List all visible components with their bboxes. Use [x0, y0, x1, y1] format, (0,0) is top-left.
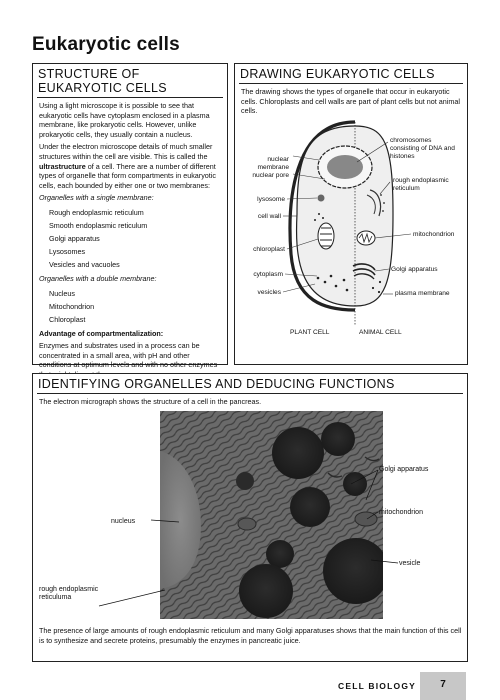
drawing-heading: DRAWING EUKARYOTIC CELLS	[240, 67, 435, 81]
list-item: Lysosomes	[49, 246, 86, 256]
list-item: Mitochondrion	[49, 301, 95, 311]
label-nuclear-pore: nuclear pore	[252, 172, 289, 179]
label-golgi: Golgi apparatus	[391, 266, 438, 273]
page-number: 7	[420, 672, 466, 700]
label-golgi-micrograph: Golgi apparatus	[379, 466, 429, 473]
structure-para-1: Using a light microscope it is possible to see that eukaryotic cells have cytoplasm enclosed in a plasma membrane, like prokaryotic cells. However, unlike prokaryotic cells, they usually contain a nucleus.	[39, 101, 210, 139]
single-membrane-list	[49, 206, 221, 271]
label-rough-er: rough endoplasmic reticulum	[393, 177, 449, 192]
ultrastructure-term: ultrastructure	[39, 161, 86, 171]
page-title: Eukaryotic cells	[32, 34, 180, 55]
label-animal-cell: ANIMAL CELL	[359, 329, 402, 336]
label-chloroplast: chloroplast	[253, 246, 285, 253]
double-membrane-list	[49, 287, 221, 326]
identifying-intro: The electron micrograph shows the structure of a cell in the pancreas.	[39, 397, 262, 406]
label-mitochondrion: mitochondrion	[413, 231, 455, 238]
identifying-conclusion: The presence of large amounts of rough endoplasmic reticulum and many Golgi apparatuses shows that the main function of this cell is to synthesize and secrete proteins, presumably the enzymes in pancreatic juice.	[39, 626, 462, 645]
list-item: Nucleus	[49, 288, 75, 298]
footer-section-name: CELL BIOLOGY	[338, 681, 416, 691]
advantage-heading: Advantage of compartmentalization:	[39, 328, 164, 338]
label-vesicles: vesicles	[257, 289, 281, 296]
list-item: Smooth endoplasmic reticulum	[49, 220, 148, 230]
label-chromosomes: chromosomes consisting of DNA and histones	[390, 137, 455, 160]
label-vesicle: vesicle	[399, 560, 421, 567]
micrograph-leaders	[33, 374, 467, 661]
structure-heading: STRUCTURE OF EUKARYOTIC CELLS	[38, 67, 167, 95]
double-membrane-heading: Organelles with a double membrane:	[39, 273, 157, 283]
label-plasma-membrane: plasma membrane	[395, 290, 450, 297]
label-lysosome: lysosome	[257, 196, 285, 203]
label-nucleus: nucleus	[111, 518, 136, 525]
single-membrane-heading: Organelles with a single membrane:	[39, 193, 154, 203]
identifying-heading: IDENTIFYING ORGANELLES AND DEDUCING FUNCTIONS	[38, 377, 395, 391]
structure-para-2: Under the electron microscope details of much smaller structures within the cell are visible. This is called the ultrastructure of a cell. There are a number of different types of organelle that form compartments in eukaryotic cells, each bounded by either one or two membranes:	[39, 142, 216, 190]
drawing-section	[234, 63, 468, 365]
chloroplast-shape	[318, 223, 334, 249]
mitochondrion-shape	[357, 231, 375, 245]
nucleolus-shape	[327, 155, 363, 179]
label-cytoplasm: cytoplasm	[253, 271, 283, 278]
list-item: Rough endoplasmic reticulum	[49, 207, 144, 217]
label-rough-er-micrograph: rough endoplasmic reticuluma	[39, 586, 99, 601]
label-plant-cell: PLANT CELL	[290, 329, 330, 336]
identifying-section	[32, 373, 468, 662]
list-item: Vesicles and vacuoles	[49, 259, 120, 269]
label-nuclear-membrane: nuclear membrane	[257, 156, 289, 171]
label-mitochondrion-micrograph: mitochondrion	[379, 509, 423, 516]
drawing-intro: The drawing shows the types of organelle that occur in eukaryotic cells. Chloroplasts and cell walls are part of plant cells but not animal cells.	[241, 87, 460, 116]
label-cell-wall: cell wall	[257, 213, 281, 220]
list-item: Chloroplast	[49, 314, 86, 324]
list-item: Golgi apparatus	[49, 233, 100, 243]
structure-section	[32, 63, 228, 370]
advantage-text: Enzymes and substrates used in a process can be concentrated in a small area, with pH and other conditions at optimum levels and with no other enzymes	[39, 341, 218, 370]
lysosome-shape	[318, 195, 325, 202]
